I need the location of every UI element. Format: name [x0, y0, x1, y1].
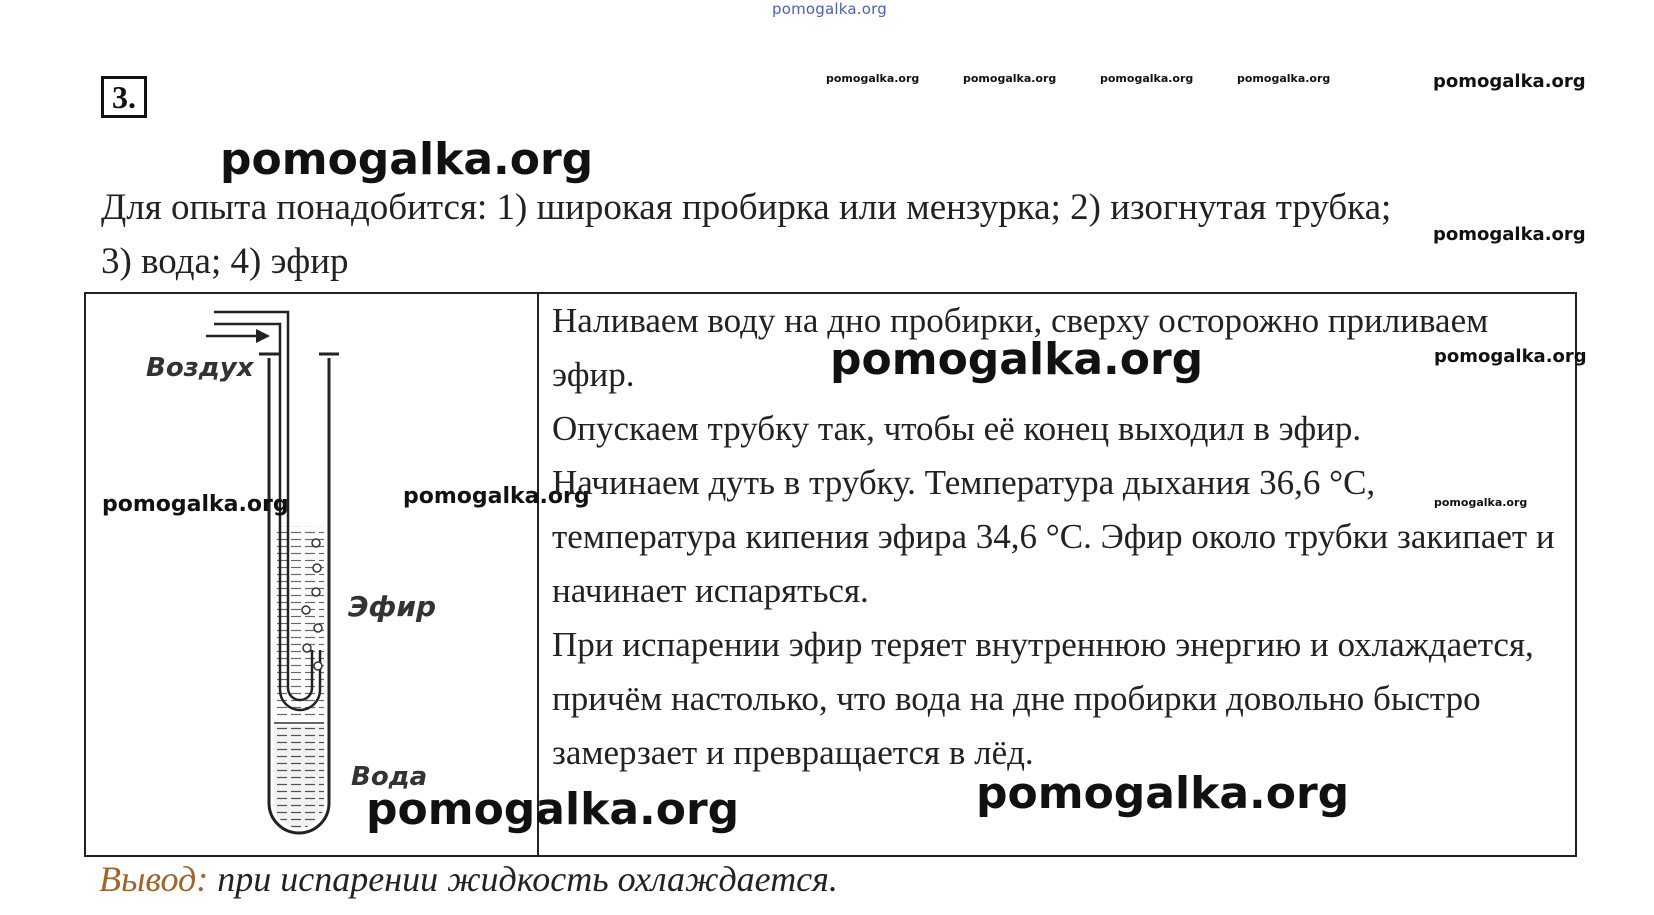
watermark-top: pomogalka.org [772, 0, 887, 18]
watermark: pomogalka.org [830, 334, 1204, 385]
watermark: pomogalka.org [1433, 71, 1586, 92]
watermark: pomogalka.org [1237, 72, 1331, 85]
label-water: Вода [351, 762, 428, 792]
label-ether: Эфир [348, 590, 436, 623]
task-number: 3. [101, 76, 147, 118]
description-p3: Начинаем дуть в трубку. Температура дыхания 36,6 °С, температура кипения эфира 34,6 °С. Эфир около трубки закипает и начинает испаряться. [552, 463, 1555, 610]
experiment-table [84, 292, 1587, 857]
watermark: pomogalka.org [220, 134, 594, 185]
intro-line-2: 3) вода; 4) эфир [101, 241, 349, 282]
watermark: pomogalka.org [976, 768, 1350, 819]
watermark: pomogalka.org [826, 72, 920, 85]
watermark: pomogalka.org [963, 72, 1057, 85]
description-p1: Наливаем воду на дно пробирки, сверху осторожно приливаем эфир. [552, 301, 1489, 394]
conclusion [99, 858, 838, 900]
description-p2: Опускаем трубку так, чтобы её конец выходил в эфир. [552, 409, 1362, 448]
description-p4: При испарении эфир теряет внутреннюю энергию и охлаждается, причём настолько, что вода на дне пробирки довольно быстро замерзает и превращается в лёд. [552, 625, 1534, 772]
label-air: Воздух [146, 353, 254, 383]
watermark: pomogalka.org [403, 484, 590, 509]
table-divider [537, 294, 539, 855]
conclusion-text: при испарении жидкость охлаждается. [208, 859, 838, 899]
watermark: pomogalka.org [1433, 224, 1586, 245]
watermark: pomogalka.org [1434, 496, 1528, 509]
watermark: pomogalka.org [1100, 72, 1194, 85]
test-tube-figure [136, 298, 516, 848]
intro-line-1: Для опыта понадобится: 1) широкая пробирка или мензурка; 2) изогнутая трубка; [101, 187, 1392, 228]
watermark: pomogalka.org [1434, 346, 1587, 367]
watermark: pomogalka.org [366, 784, 740, 835]
conclusion-label: Вывод: [99, 859, 209, 899]
watermark: pomogalka.org [102, 492, 289, 517]
